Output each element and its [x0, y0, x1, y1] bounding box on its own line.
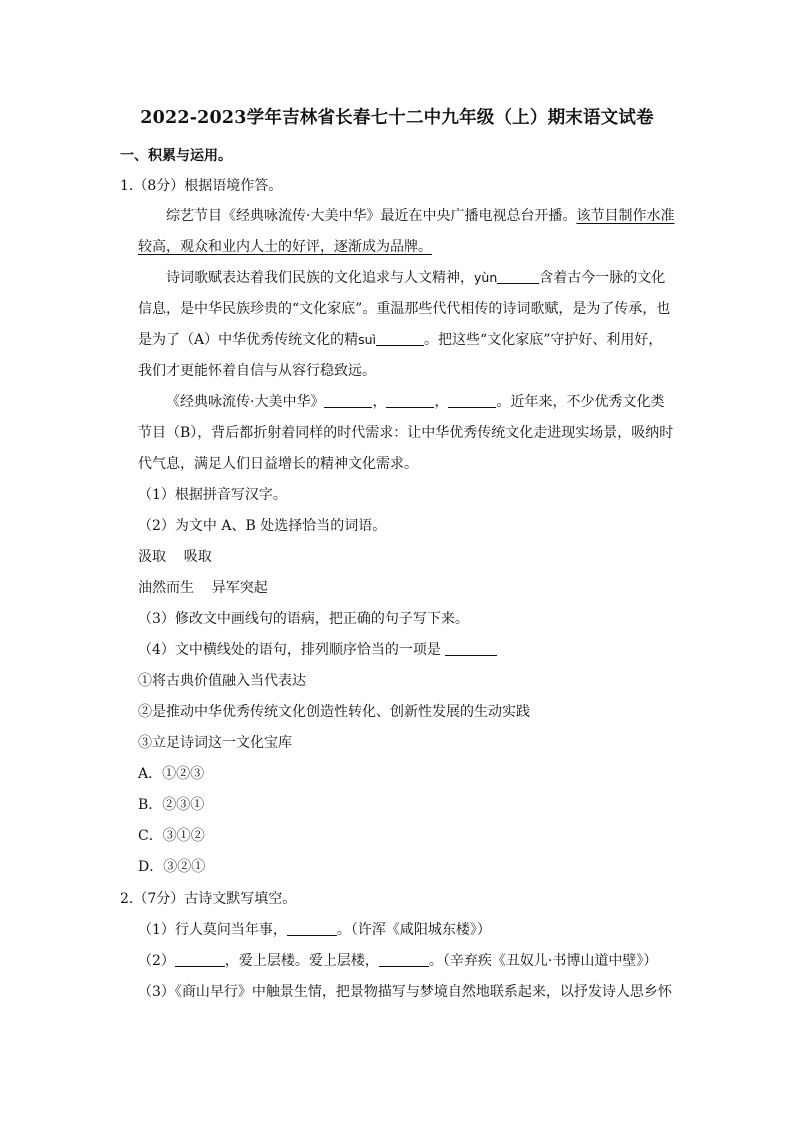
answer-blank[interactable]	[448, 393, 496, 408]
section-heading: 一、积累与运用。	[120, 148, 232, 164]
q1-passage-line: 代气息，满足人们日益增长的精神文化需求。	[138, 456, 418, 472]
q1-passage-line: 信息，是中华民族珍贵的“文化家底”。重温那些代代相传的诗词歌赋，是为了传承，也	[138, 301, 671, 317]
word-choice-b: 油然而生 异军突起	[138, 580, 268, 596]
exam-title: 2022-2023学年吉林省长春七十二中九年级（上）期末语文试卷	[140, 108, 654, 128]
sub-question-3: （3）修改文中画线句的语病，把正确的句子写下来。	[138, 611, 469, 627]
underlined-sentence: 该节目制作水准	[576, 208, 675, 224]
poem-text: （1）行人莫问当年事，	[138, 922, 287, 938]
answer-blank[interactable]	[379, 952, 429, 967]
option-b[interactable]: B．②③①	[138, 797, 205, 813]
sentence-item-2: ②是推动中华优秀传统文化创造性转化、创新性发展的生动实践	[138, 704, 530, 720]
sub-question-1: （1）根据拼音写汉字。	[138, 487, 287, 503]
passage-text: 。把这些“文化家底”守护好、利用好，	[424, 332, 663, 348]
punctuation: ，	[434, 394, 449, 410]
poem-line-1	[138, 920, 491, 940]
sentence-item-1: ①将古典价值融入当代表达	[138, 673, 306, 689]
sentence-item-3: ③立足诗词这一文化宝库	[138, 735, 292, 751]
poem-source: 。（许浑《咸阳城东楼》）	[336, 922, 491, 938]
option-c[interactable]: C．③①②	[138, 828, 205, 844]
pinyin-hint: suì	[358, 332, 377, 347]
question-1-stem: 1.（8分）根据语境作答。	[120, 178, 283, 194]
poem-source: 。（辛弃疾《丑奴儿·书博山道中壁》）	[428, 953, 658, 969]
passage-text: 含着古今一脉的文化	[539, 270, 666, 286]
passage-text: 诗词歌赋表达着我们民族的文化追求与人文精神，	[166, 270, 474, 286]
q1-passage-line	[138, 237, 432, 257]
word-choice-a: 汲取 吸取	[138, 549, 212, 565]
sub-question-2: （2）为文中 A、B 处选择恰当的词语。	[138, 518, 387, 534]
answer-blank[interactable]	[386, 393, 434, 408]
q1-passage-line	[166, 268, 665, 288]
option-a[interactable]: A．①②③	[138, 766, 205, 782]
option-d[interactable]: D．③②①	[138, 859, 206, 875]
answer-blank[interactable]	[376, 331, 424, 346]
sub-question-text: （4）文中横线处的语句，排列顺序恰当的一项是	[138, 642, 446, 658]
passage-text: 综艺节目《经典咏流传·大美中华》最近在中央广播电视总台开播。	[166, 208, 577, 224]
poem-line-2	[138, 951, 657, 971]
passage-text: 是为了（A）中华优秀传统文化的精	[138, 332, 359, 348]
answer-blank[interactable]	[497, 269, 539, 284]
answer-blank[interactable]	[445, 641, 497, 656]
punctuation: ，	[372, 394, 387, 410]
underlined-sentence: 较高，观众和业内人士的好评，逐渐成为品牌。	[138, 239, 432, 255]
poem-text: ，爱上层楼。爱上层楼，	[224, 953, 379, 969]
passage-text: 《经典咏流传·大美中华》	[166, 394, 325, 410]
sub-question-4	[138, 640, 497, 660]
poem-line-3: （3）《商山早行》中触景生情，把景物描写与梦境自然地联系起来，以抒发诗人思乡怀	[138, 984, 672, 1000]
answer-blank[interactable]	[287, 921, 337, 936]
q1-passage-line: 节目（B），背后都折射着同样的时代需求：让中华优秀传统文化走进现实场景，吸纳时	[138, 425, 674, 441]
pinyin-hint: yùn	[474, 270, 498, 285]
poem-text: （2）	[138, 953, 175, 969]
question-2-stem: 2.（7分）古诗文默写填空。	[120, 891, 297, 907]
passage-text: 。近年来，不少优秀文化类	[496, 394, 665, 410]
q1-passage-line	[166, 392, 664, 412]
q1-passage-line: 我们才更能怀着自信与从容行稳致远。	[138, 363, 376, 379]
q1-passage-line	[166, 206, 674, 226]
q1-passage-line	[138, 330, 662, 350]
answer-blank[interactable]	[324, 393, 372, 408]
answer-blank[interactable]	[175, 952, 225, 967]
